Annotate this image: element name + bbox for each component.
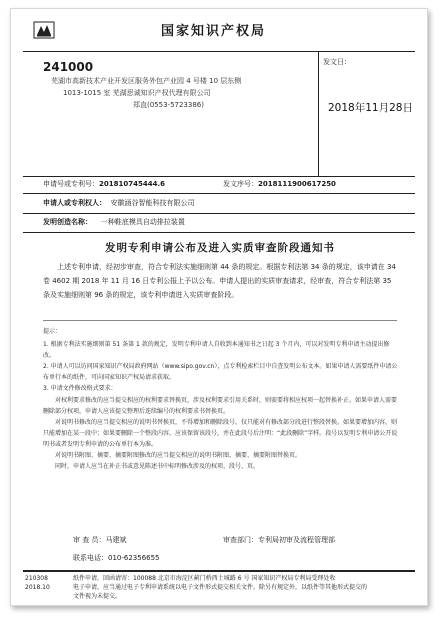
notes-heading: 提示： [43,328,62,335]
form-code: 210308 [25,575,48,582]
office-name: 国家知识产权局 [161,24,267,39]
phone-number: 010-62356655 [108,554,160,562]
document-number: 2018111900617250 [258,180,336,188]
notice-body: 上述专利申请，经初步审查，符合专利法实施细则第 44 条的规定。根据专利法第 34 条的规定，该申请在 34 卷 4602 期 2018 年 11 月 16 日专利公报上予以公布。申请人提出的实质审查请求，经审查，符合专利法第 35 条及实施细则第 96 条的规定，该专利申请进入实质审查阶段。 [43,263,396,299]
rule [43,320,397,321]
applicant-field [43,200,194,207]
note-item: 对说明书修改的应当提交相应的说明书替换页，不得增加和删除段号，仅只能对有修改部分段进行整段替换。如果要增加内容，则只能增加在某一段中；如果要删除一个整段内容，应该保留该段号，并在此段号后注明：“此段删除”字样。段号以发明专利申请公开说明书或者发明专利申请的公布单行本为准。 [43,419,398,448]
header-divider [318,52,319,176]
form-date: 2018.10 [25,584,50,591]
notice-document [10,8,428,606]
footer-line: 文件视为未提交。 [73,593,122,600]
note-item: 同时，申请人应当在补正书或意见陈述书中标明修改涉及的权项、段号、页。 [55,463,260,470]
rule [23,213,415,214]
examiner-field [73,537,126,544]
rule [23,193,415,194]
invention-label: 发明创造名称： [43,218,92,226]
footer-line: 纸件申请，回函请寄：100088 北京市海淀区蓟门桥西土城路 6 号 国家知识产权局专利局受理处收 [73,575,336,582]
postal-code: 241000 [43,60,94,74]
header-rule [23,51,415,52]
document-number-label: 发文序号： [223,180,258,188]
note-item: 2. 申请人可以访问国家知识产权局政府网站（www.sipo.gov.cn），点专利检索栏目中自查发明公布文本。如果申请人需要纸件申请公布单行本的纸件，可向国家知识产权局请求获取。 [43,363,398,381]
examiner-name: 马建斌 [105,536,127,544]
application-number: 201810745444.6 [99,180,165,188]
invention-title: 一种鞋底模具自动排拉装置 [100,218,185,226]
footer-line: 电子申请，应当通过电子专利申请系统以电子文件形式提交相关文件。除另有规定外，以纸件等其他形式提交的 [73,584,368,591]
application-number-field [43,181,165,188]
recipient-line: 芜湖市高新技术产业开发区服务外包产业园 4 号楼 10 层东侧 [51,77,242,85]
application-number-label: 申请号或专利号： [43,180,99,188]
department-field [223,537,335,544]
rule [23,176,415,177]
send-date-label: 发文日： [323,58,351,66]
note-item: 对权利要求修改的应当提交相应的权利要求替换页，涉及权利要求引用关系时，则需要将相应权项一起替换补正。如果申请人需要删除部分权项，申请人应该提交整理后连续编号的权利要求书替换页。 [43,397,398,415]
note-item: 1. 根据专利法实施细则第 51 条第 1 款的规定，发明专利申请人自收到本通知书之日起 3 个月内，可以对发明专利申请主动提出修改。 [43,341,390,359]
rule [23,232,415,233]
document-number-field [223,181,336,188]
recipient-line: 郑直(0553-5723386) [133,101,204,109]
send-date: 2018年11月28日 [328,102,413,114]
examiner-label: 审 查 员： [73,536,106,544]
applicant-label: 申请人或专利权人： [43,199,106,207]
notice-title: 发明专利申请公布及进入实质审查阶段通知书 [105,242,335,254]
department-name: 专利局初审及流程管理部 [258,536,335,544]
cnipa-logo-icon [33,21,55,39]
department-label: 审查部门： [223,536,258,544]
note-item: 对说明书附图、摘要、摘要附图修改的应当提交相应的说明书附图、摘要、摘要附图替换页。 [55,452,302,459]
footer-rule [23,570,415,572]
phone-label: 联系电话： [73,554,108,562]
applicant-name: 安徽涵谷智能科技有限公司 [110,199,195,207]
note-item: 3. 申请文件修改格式要求： [43,385,117,392]
phone-field [73,555,160,562]
recipient-line: 1013-1015 室 芜湖思诚知识产权代理有限公司 [63,89,211,97]
invention-field [43,219,185,226]
